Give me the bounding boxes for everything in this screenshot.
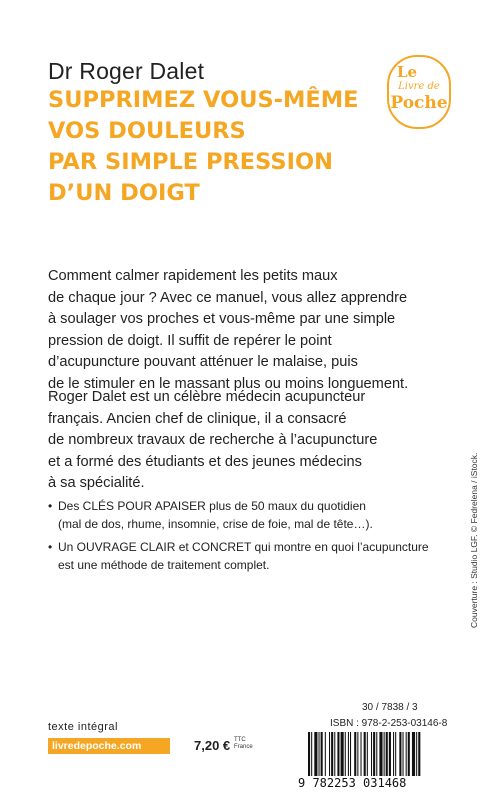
barcode-bar xyxy=(350,732,351,776)
barcode-bar xyxy=(379,732,382,776)
paragraph-line: et a formé des étudiants et des jeunes médecins xyxy=(48,453,362,470)
barcode-bar xyxy=(337,732,339,776)
bullet-item xyxy=(48,497,448,533)
paragraph-line: à soulager vos proches et vous-même par une simple xyxy=(48,311,396,327)
isbn: ISBN : 978-2-253-03146-8 xyxy=(330,718,448,729)
barcode-bar xyxy=(345,732,346,776)
barcode-bar xyxy=(341,732,344,776)
barcode-bar xyxy=(357,732,358,776)
feature-bullet-list xyxy=(48,497,448,579)
barcode-bar xyxy=(406,732,407,776)
barcode-bar xyxy=(308,732,310,776)
barcode-bar xyxy=(412,732,415,776)
bullet-line: est une méthode de traitement complet. xyxy=(58,558,270,572)
barcode-bar xyxy=(311,732,312,776)
barcode-digits: 9 782253 031468 xyxy=(298,776,407,790)
book-title xyxy=(48,85,359,209)
barcode-bar xyxy=(329,732,330,776)
barcode-bar xyxy=(361,732,362,776)
barcode-bar xyxy=(395,732,396,776)
price-note-line: France xyxy=(234,744,253,750)
paragraph-line: à sa spécialité. xyxy=(48,475,145,491)
barcode-bar xyxy=(399,732,401,776)
barcode-bar xyxy=(371,732,372,776)
texte-integral-label: texte intégral xyxy=(48,721,118,733)
barcode-bar xyxy=(408,732,410,776)
livre-de-poche-logo xyxy=(387,55,451,129)
barcode-bar xyxy=(389,732,391,776)
barcode-bar xyxy=(373,732,375,776)
author-bio-paragraph xyxy=(48,387,428,495)
price-note xyxy=(234,737,253,751)
title-line: SUPPRIMEZ VOUS-MÊME xyxy=(48,87,359,113)
barcode-bar xyxy=(364,732,366,776)
barcode-bar xyxy=(325,732,326,776)
logo-text: Le xyxy=(397,63,418,81)
title-line: PAR SIMPLE PRESSION xyxy=(48,149,333,175)
title-line: D’UN DOIGT xyxy=(48,180,200,206)
paragraph-line: français. Ancien chef de clinique, il a consacré xyxy=(48,410,347,427)
paragraph-line: de chaque jour ? Avec ce manuel, vous allez apprendre xyxy=(48,289,408,306)
paragraph-line: d’acupuncture pouvant atténuer le malaise, puis xyxy=(48,354,358,370)
price-note-line: TTC xyxy=(234,737,246,743)
barcode-bar xyxy=(384,732,385,776)
website-label: livredepoche.com xyxy=(48,738,170,754)
barcode-bar xyxy=(386,732,388,776)
bullet-marker: • xyxy=(48,499,53,513)
bullet-line: Des CLÉS POUR APAISER plus de 50 maux du quotidien xyxy=(58,499,366,513)
barcode-bar xyxy=(393,732,394,776)
paragraph-line: pression de doigt. Il suffit de repérer le point xyxy=(48,332,332,349)
barcode-bar xyxy=(319,732,320,776)
author-name: Dr Roger Dalet xyxy=(48,58,205,84)
logo-text: Poche xyxy=(390,93,448,113)
barcode-bar xyxy=(416,732,417,776)
barcode-bar xyxy=(403,732,404,776)
paragraph-line: Comment calmer rapidement les petits maux xyxy=(48,268,338,284)
logo-text: Livre de xyxy=(398,81,440,92)
bullet-item xyxy=(48,538,448,574)
barcode xyxy=(300,732,460,780)
bullet-line: (mal de dos, rhume, insomnie, crise de foie, mal de tête…). xyxy=(58,517,373,531)
reference-number: 30 / 7838 / 3 xyxy=(362,702,418,713)
price: 7,20 € xyxy=(194,738,231,753)
barcode-bar xyxy=(314,732,317,776)
barcode-bar xyxy=(348,732,349,776)
barcode-bar xyxy=(367,732,368,776)
paragraph-line: de le stimuler en le massant plus ou moins longuement. xyxy=(48,375,409,392)
bullet-marker: • xyxy=(48,540,53,554)
cover-credit: Couverture : Studio LGF. © Fedrelena / iStock. xyxy=(469,452,479,628)
barcode-bar xyxy=(334,732,335,776)
barcode-bar xyxy=(418,732,420,776)
barcode-bar xyxy=(354,732,356,776)
summary-paragraph xyxy=(48,266,428,395)
barcode-bar xyxy=(331,732,333,776)
paragraph-line: de nombreux travaux de recherche à l’acupuncture xyxy=(48,432,378,448)
bullet-line: Un OUVRAGE CLAIR et CONCRET qui montre en quoi l’acupuncture xyxy=(58,540,429,554)
barcode-bar xyxy=(321,732,323,776)
paragraph-line: Roger Dalet est un célèbre médecin acupuncteur xyxy=(48,389,366,405)
title-line: VOS DOULEURS xyxy=(48,118,246,144)
barcode-bar xyxy=(376,732,377,776)
